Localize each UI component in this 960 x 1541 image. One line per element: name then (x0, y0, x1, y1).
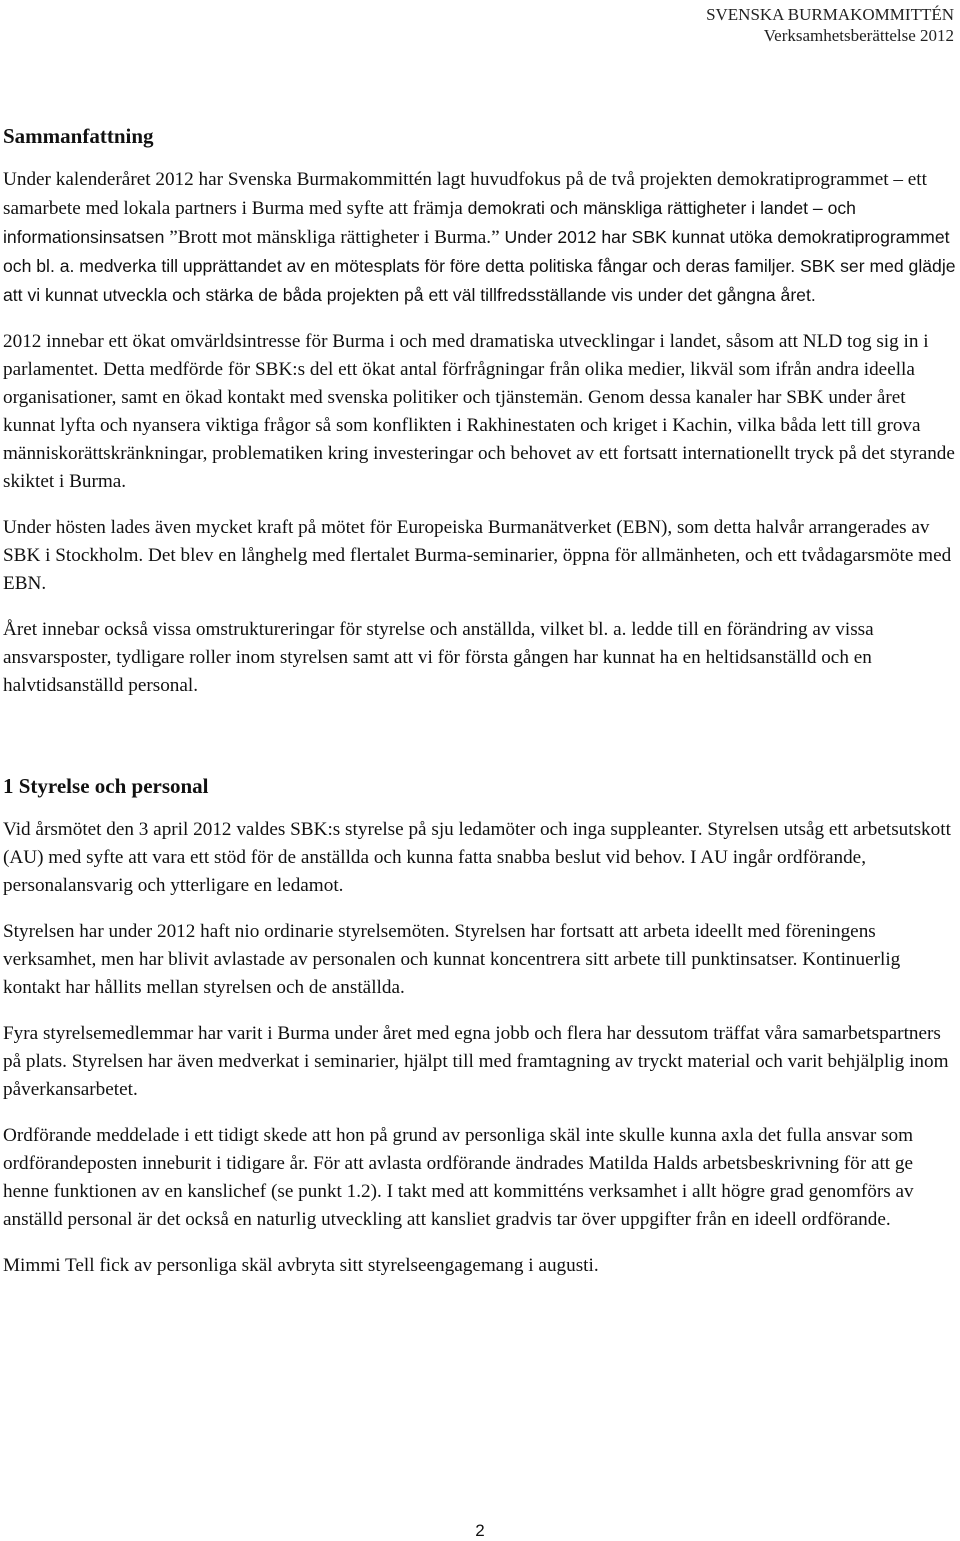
summary-p1-part-c: ”Brott mot mänskliga rättigheter i Burma.” (169, 227, 500, 248)
summary-paragraph-1 (3, 166, 958, 310)
summary-p1-part-b: demokrati och mänskliga rättigheter i landet – och informationsinsatsen (3, 198, 856, 247)
summary-heading: Sammanfattning (3, 124, 154, 148)
summary-p1-part-a: Under kalenderåret 2012 har Svenska Burmakommittén lagt huvudfokus på de två projekten demokratiprogrammet – ett samarbete med lokala partners i Burma med syfte att främja (3, 169, 927, 219)
section-1-heading: 1 Styrelse och personal (3, 774, 209, 798)
document-body (3, 122, 958, 1280)
section-1-paragraph-5: Mimmi Tell fick av personliga skäl avbryta sitt styrelseengagemang i augusti. (3, 1255, 599, 1276)
section-1-paragraph-4: Ordförande meddelade i ett tidigt skede att hon på grund av personliga skäl inte skulle kunna axla det fulla ansvar som ordförandeposten inneburit i tidigare år. För att avlasta ordförande ändrades Matilda Halds arbetsbeskrivning för att ge henne funktionen av en kanslichef (se punkt 1.2). I takt med att kommitténs verksamhet i allt högre grad genomförs av anställd personal är det också en naturlig utveckling att kansliet gradvis tar över uppgifter från en ideell ordförande. (3, 1125, 914, 1230)
summary-paragraph-2: 2012 innebar ett ökat omvärldsintresse för Burma i och med dramatiska utvecklingar i landet, såsom att NLD tog sig in i parlamentet. Detta medförde för SBK:s del ett ökat antal förfrågningar från olika medier, likväl som ifrån andra ideella organisationer, samt en ökad kontakt med svenska politiker och tjänstemän. Genom dessa kanaler har SBK under året kunnat lyfta och nyansera viktiga frågor så som konflikten i Rakhinestaten och kriget i Kachin, vilka båda lett till grova människorättskränkningar, problematiken kring investeringar och behovet av ett fortsatt internationellt tryck på det styrande skiktet i Burma. (3, 331, 955, 492)
section-1-paragraph-1: Vid årsmötet den 3 april 2012 valdes SBK:s styrelse på sju ledamöter och inga suppleanter. Styrelsen utsåg ett arbetsutskott (AU) med syfte att vara ett stöd för de anställda och kunna fatta snabba beslut vid behov. I AU ingår ordförande, personalansvarig och ytterligare en ledamot. (3, 819, 951, 896)
section-1-paragraph-2: Styrelsen har under 2012 haft nio ordinarie styrelsemöten. Styrelsen har fortsatt att arbeta ideellt med föreningens verksamhet, men har blivit avlastade av personalen och kunnat koncentrera sitt arbete till punktinsatser. Kontinuerlig kontakt har hållits mellan styrelsen och de anställda. (3, 921, 901, 998)
page-header (706, 4, 954, 46)
header-report: Verksamhetsberättelse 2012 (763, 26, 954, 45)
summary-paragraph-3: Under hösten lades även mycket kraft på mötet för Europeiska Burmanätverket (EBN), som detta halvår arrangerades av SBK i Stockholm. Det blev en långhelg med flertalet Burma-seminarier, öppna för allmänheten, och ett tvådagarsmöte med EBN. (3, 517, 952, 594)
summary-paragraph-4: Året innebar också vissa omstruktureringar för styrelse och anställda, vilket bl. a. ledde till en förändring av vissa ansvarsposter, tydligare roller inom styrelsen samt att vi för första gången har kunnat ha en heltidsanställd och en halvtidsanställd personal. (3, 619, 874, 696)
page-number: 2 (475, 1521, 485, 1540)
summary-p1-part-d: Under 2012 har SBK kunnat utöka demokratiprogrammet och bl. a. medverka till upprättandet av en mötesplats för före detta politiska fångar och deras familjer. SBK ser med glädje att vi kunnat utveckla och stärka de båda projekten på ett väl tillfredsställande vis under det gångna året. (3, 227, 956, 305)
section-1-paragraph-3: Fyra styrelsemedlemmar har varit i Burma under året med egna jobb och flera har dessutom träffat våra samarbetspartners på plats. Styrelsen har även medverkat i seminarier, hjälpt till med framtagning av tryckt material och varit behjälplig inom påverkansarbetet. (3, 1023, 949, 1100)
header-org: SVENSKA BURMAKOMMITTÉN (706, 5, 954, 24)
